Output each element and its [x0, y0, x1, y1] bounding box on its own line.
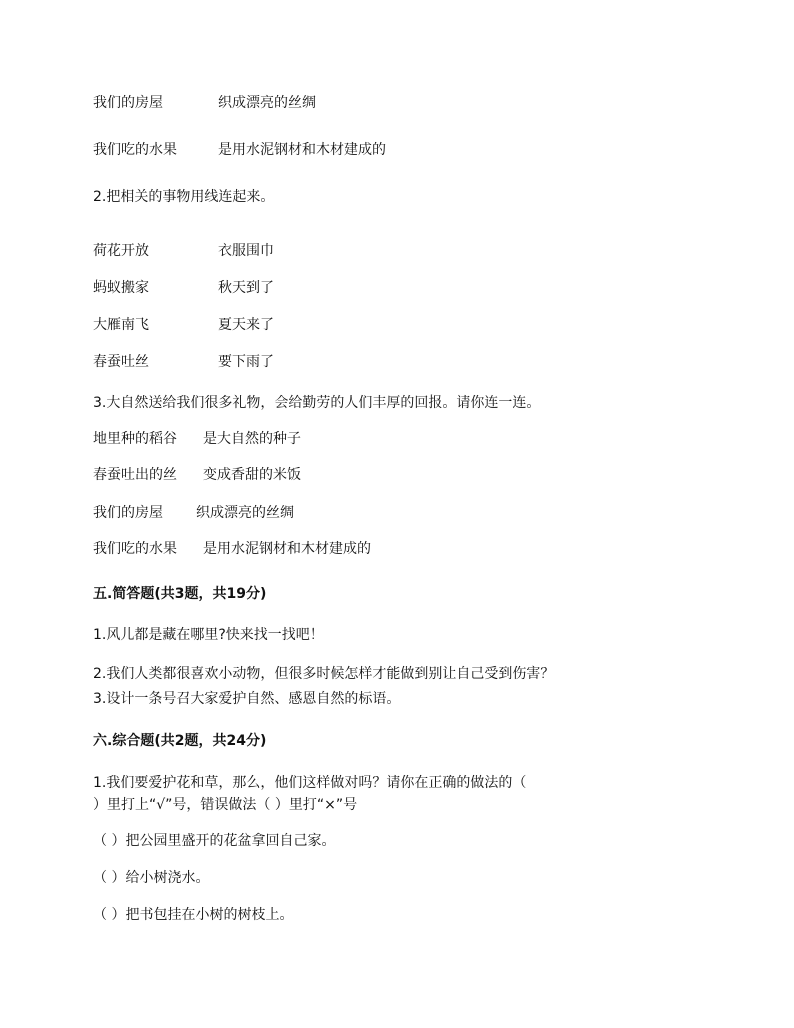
- q3-right-3: 织成漂亮的丝绸: [196, 505, 294, 521]
- q3-prompt: 3.大自然送给我们很多礼物，会给勤劳的人们丰厚的回报。请你连一连。: [93, 395, 541, 411]
- q2-right-1: 衣服围巾: [218, 243, 274, 259]
- q3-right-1: 是大自然的种子: [203, 431, 301, 447]
- section5-question-1: 1.风儿都是藏在哪里?快来找一找吧！: [93, 627, 324, 643]
- section5-question-2: 2.我们人类都很喜欢小动物，但很多时候怎样才能做到别让自己受到伤害？: [93, 666, 555, 682]
- q3-left-3: 我们的房屋: [93, 505, 163, 521]
- q2-right-2: 秋天到了: [218, 280, 274, 296]
- q3-right-2: 变成香甜的米饭: [203, 467, 301, 483]
- q3-left-2: 春蚕吐出的丝: [93, 467, 177, 483]
- q2-right-3: 夏天来了: [218, 317, 274, 333]
- section5-question-3: 3.设计一条号召大家爱护自然、感恩自然的标语。: [93, 691, 401, 707]
- section6-q1-line1: 1.我们要爱护花和草，那么，他们这样做对吗？请你在正确的做法的（: [93, 775, 527, 791]
- q3-left-1: 地里种的稻谷: [93, 431, 177, 447]
- match-top-right-1: 织成漂亮的丝绸: [218, 95, 316, 111]
- q2-left-3: 大雁南飞: [93, 317, 149, 333]
- q3-right-4: 是用水泥钢材和木材建成的: [203, 541, 371, 557]
- match-top-left-1: 我们的房屋: [93, 95, 163, 111]
- q2-left-4: 春蚕吐丝: [93, 354, 149, 370]
- q2-prompt: 2.把相关的事物用线连起来。: [93, 189, 275, 205]
- section6-heading: 六.综合题(共2题，共24分): [93, 733, 267, 749]
- q2-left-1: 荷花开放: [93, 243, 149, 259]
- q2-right-4: 要下雨了: [218, 354, 274, 370]
- match-top-right-2: 是用水泥钢材和木材建成的: [218, 142, 386, 158]
- section6-option-2: （ ）给小树浇水。: [93, 870, 210, 886]
- q3-left-4: 我们吃的水果: [93, 541, 177, 557]
- section6-option-3: （ ）把书包挂在小树的树枝上。: [93, 907, 294, 923]
- match-top-left-2: 我们吃的水果: [93, 142, 177, 158]
- section6-q1-line2: ）里打上“√”号，错误做法（ ）里打“×”号: [93, 797, 358, 813]
- q2-left-2: 蚂蚁搬家: [93, 280, 149, 296]
- section5-heading: 五.简答题(共3题，共19分): [93, 586, 267, 602]
- section6-option-1: （ ）把公园里盛开的花盆拿回自己家。: [93, 833, 336, 849]
